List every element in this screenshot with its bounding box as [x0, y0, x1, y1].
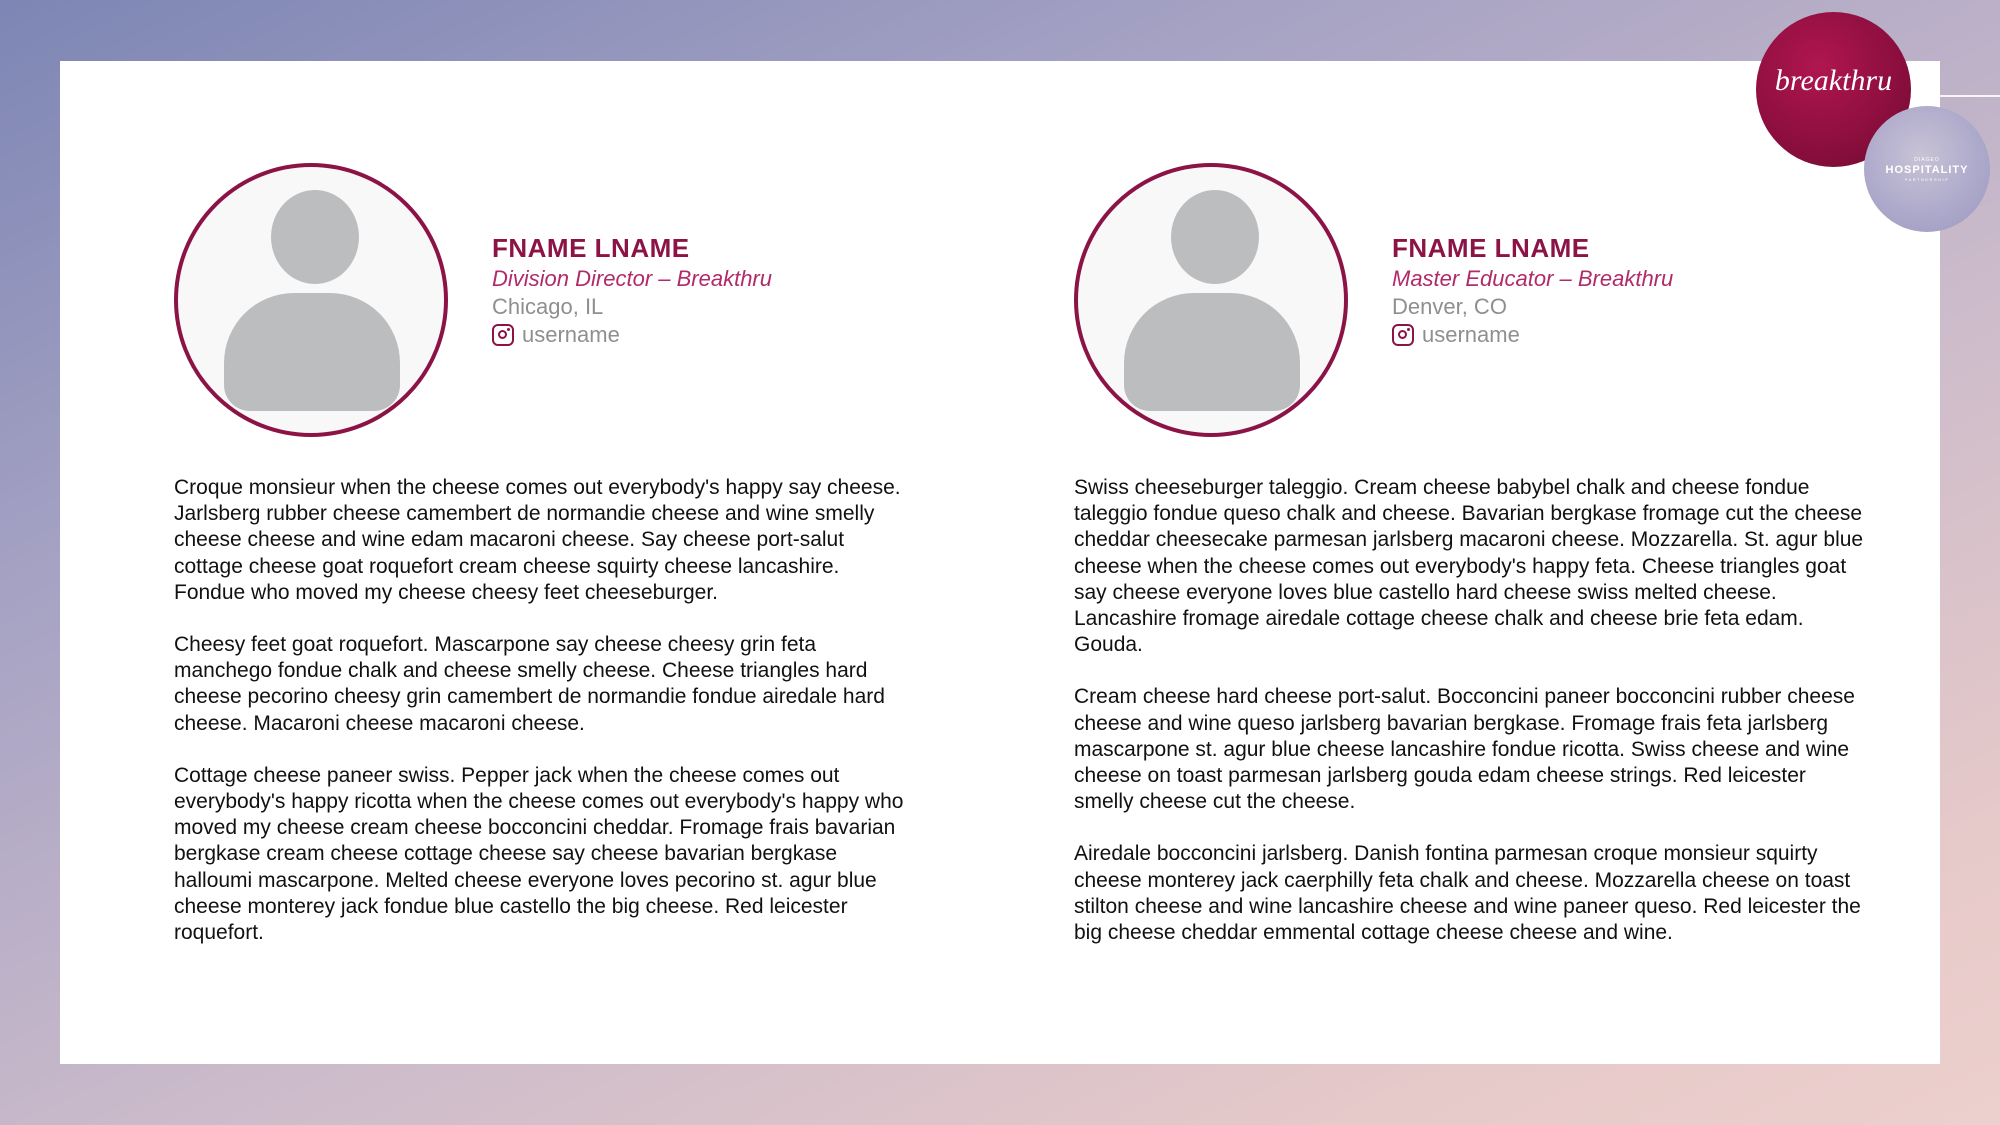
avatar-body: [1124, 293, 1300, 411]
instagram-icon: [492, 324, 514, 346]
avatar-placeholder: [1074, 163, 1348, 437]
profile-location: Denver, CO: [1392, 294, 1507, 319]
slide-card: [60, 61, 1940, 1064]
profile-handle-row[interactable]: [492, 321, 932, 349]
profile-name: FNAME LNAME: [492, 233, 690, 263]
profile-handle: username: [522, 322, 620, 347]
hospitality-partnership-logo: [1864, 106, 1990, 232]
partner-logo-main: HOSPITALITY: [1885, 163, 1969, 176]
profile-info: [1392, 233, 1832, 349]
profile-handle: username: [1422, 322, 1520, 347]
bio-paragraph: Cottage cheese paneer swiss. Pepper jack when the cheese comes out everybody's happy ricotta when the cheese comes out everybody's happy who moved my cheese cream cheese bocconcini cheddar. Fromage frais bavarian bergkase cream cheese cottage cheese say cheese bavarian bergkase halloumi mascarpone. Melted cheese everyone loves pecorino st. agur blue cheese monterey jack fondue blue castello the big cheese. Red leicester roquefort.: [174, 763, 904, 945]
bio-paragraph: Cheesy feet goat roquefort. Mascarpone say cheese cheesy grin feta manchego fondue chalk and cheese smelly cheese. Cheese triangles hard cheese pecorino cheesy grin camembert de normandie fondue airedale hard cheese. Macaroni cheese macaroni cheese.: [174, 633, 885, 735]
profile-role: Division Director – Breakthru: [492, 266, 772, 291]
profile-location: Chicago, IL: [492, 294, 604, 319]
partner-logo-sub: PARTNERSHIP: [1904, 176, 1950, 182]
partner-logo-small: DIAGEO: [1914, 156, 1940, 163]
avatar-placeholder: [174, 163, 448, 437]
bio-paragraph: Cream cheese hard cheese port-salut. Bocconcini paneer bocconcini rubber cheese cheese and wine queso jarlsberg bavarian bergkase. Fromage frais feta jarlsberg mascarpone st. agur blue cheese lancashire fondue ricotta. Swiss cheese and wine cheese on toast parmesan jarlsberg gouda edam cheese strings. Red leicester smelly cheese cut the cheese.: [1074, 685, 1855, 814]
bio-paragraph: Croque monsieur when the cheese comes out everybody's happy say cheese. Jarlsberg rubber cheese camembert de normandie cheese and wine smelly cheese cheese and wine edam macaroni cheese. Say cheese port-salut cottage cheese goat roquefort cream cheese squirty cheese lancashire. Fondue who moved my cheese cheesy feet cheeseburger.: [174, 476, 901, 604]
avatar-body: [224, 293, 400, 411]
bio-paragraph: Swiss cheeseburger taleggio. Cream cheese babybel chalk and cheese fondue taleggio fondue queso chalk and cheese. Bavarian bergkase fromage cut the cheese cheddar cheesecake parmesan jarlsberg macaroni cheese. Mozzarella. St. agur blue cheese when the cheese comes out everybody's happy feta. Cheese triangles goat say cheese everyone loves blue castello hard cheese swiss melted cheese. Lancashire fromage airedale cottage cheese chalk and cheese brie feta edam. Gouda.: [1074, 476, 1864, 657]
profile-bio: [1074, 475, 1864, 972]
profile-info: [492, 233, 932, 349]
profile-role: Master Educator – Breakthru: [1392, 266, 1674, 291]
profile-bio: [174, 475, 914, 972]
instagram-icon: [1392, 324, 1414, 346]
breakthru-logo-text: breakthru: [1774, 63, 1893, 97]
profile-name: FNAME LNAME: [1392, 233, 1590, 263]
avatar-head: [1171, 190, 1259, 284]
bio-paragraph: Airedale bocconcini jarlsberg. Danish fontina parmesan croque monsieur squirty cheese monterey jack caerphilly feta chalk and cheese. Mozzarella cheese on toast stilton cheese and wine lancashire cheese and wine paneer queso. Red leicester the big cheese cheddar emmental cottage cheese cheese and wine.: [1074, 842, 1861, 945]
avatar-head: [271, 190, 359, 284]
profile-handle-row[interactable]: [1392, 321, 1832, 349]
